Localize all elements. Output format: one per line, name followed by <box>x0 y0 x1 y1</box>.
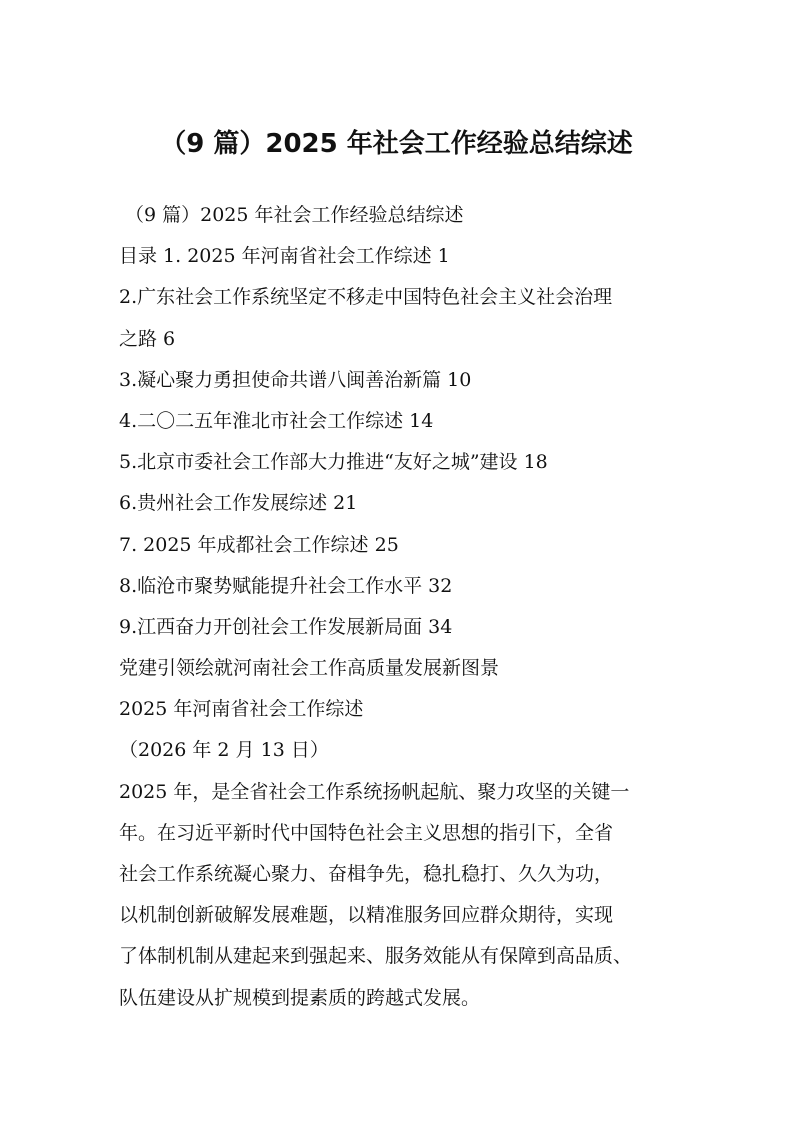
section-heading: 党建引领绘就河南社会工作高质量发展新图景 <box>119 657 500 680</box>
toc-item: 5.北京市委社会工作部大力推进“友好之城”建设 18 <box>119 451 548 474</box>
toc-item: 8.临沧市聚势赋能提升社会工作水平 32 <box>119 574 453 597</box>
toc-item: 目录 1. 2025 年河南省社会工作综述 1 <box>119 245 450 268</box>
paragraph-line: 队伍建设从扩规模到提素质的跨越式发展。 <box>119 986 481 1009</box>
paragraph-line: 社会工作系统凝心聚力、奋楫争先，稳扎稳打、久久为功， <box>119 863 614 885</box>
paragraph-line: 以机制创新破解发展难题，以精准服务回应群众期待，实现 <box>119 904 614 927</box>
subtitle-line: （9 篇）2025 年社会工作经验总结综述 <box>125 204 464 226</box>
toc-item: 9.江西奋力开创社会工作发展新局面 34 <box>119 615 453 638</box>
toc-item: 6.贵州社会工作发展综述 21 <box>119 492 358 515</box>
toc-item: 3.凝心聚力勇担使命共谱八闽善治新篇 10 <box>119 368 472 391</box>
toc-item: 7. 2025 年成都社会工作综述 25 <box>119 533 399 556</box>
paragraph-line: 2025 年，是全省社会工作系统扬帆起航、聚力攻坚的关键一 <box>119 780 630 803</box>
paragraph-line: 了体制机制从建起来到强起来、服务效能从有保障到高品质、 <box>119 945 633 968</box>
section-subheading: 2025 年河南省社会工作综述 <box>119 698 364 721</box>
toc-item: 4.二〇二五年淮北市社会工作综述 14 <box>119 409 434 432</box>
document-title: （9 篇）2025 年社会工作经验总结综述 <box>160 129 633 159</box>
toc-item: 2.广东社会工作系统坚定不移走中国特色社会主义社会治理 <box>119 286 613 309</box>
toc-item: 之路 6 <box>119 327 176 350</box>
paragraph-line: 年。在习近平新时代中国特色社会主义思想的指引下，全省 <box>119 821 614 844</box>
document-body <box>119 195 679 1019</box>
date-line: （2026 年 2 月 13 日） <box>119 739 329 762</box>
